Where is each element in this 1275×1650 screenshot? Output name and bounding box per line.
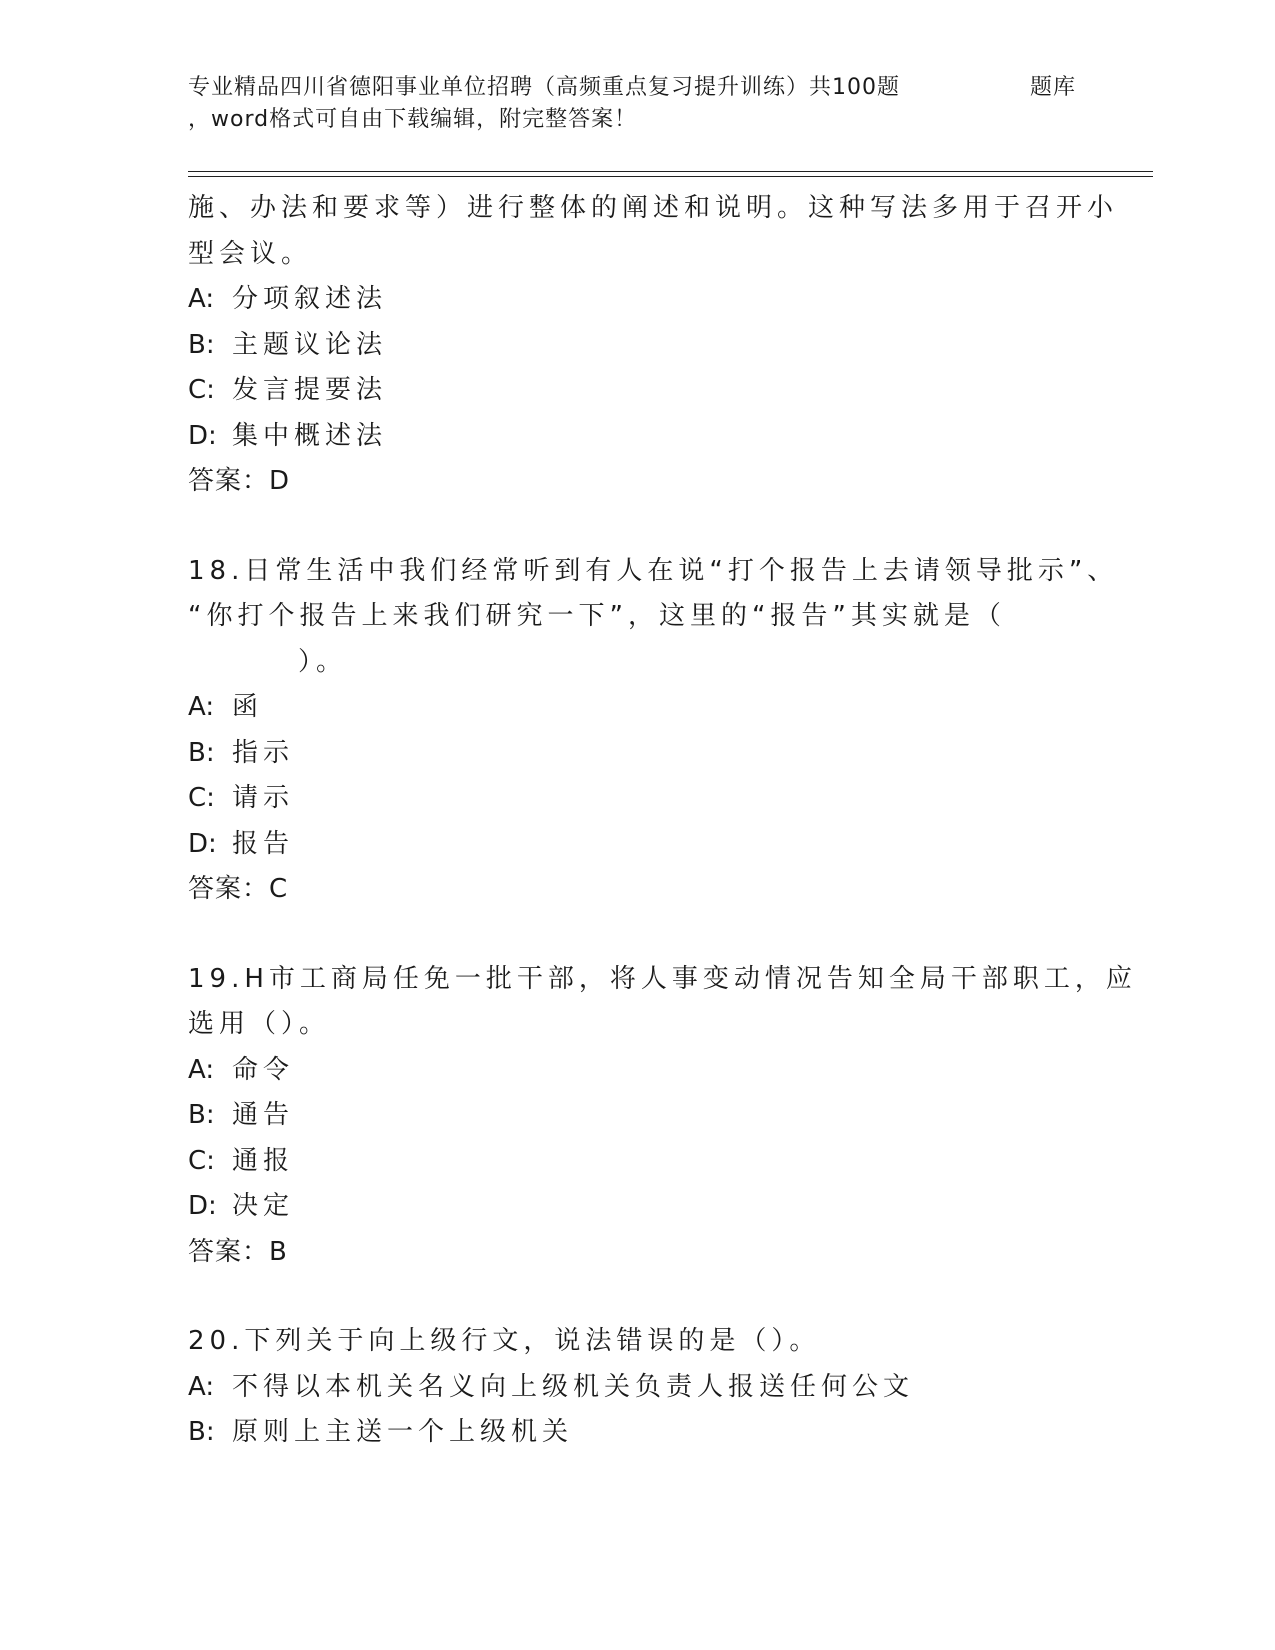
question-stem: 18.日常生活中我们经常听到有人在说“打个报告上去请领导批示”、 — [188, 555, 1119, 586]
question-stem: 20.下列关于向上级行文，说法错误的是（）。 — [188, 1326, 821, 1356]
header-title: 专业精品四川省德阳事业单位招聘（高频重点复习提升训练）共100题 — [188, 75, 900, 100]
option-text: 集中概述法 — [232, 420, 388, 451]
question-stem: ）。 — [298, 646, 348, 677]
option-b — [188, 1093, 1088, 1139]
spacer — [188, 1275, 1088, 1319]
option-d — [188, 414, 1088, 460]
question-stem: 施、办法和要求等）进行整体的阐述和说明。这种写法多用于召开小 — [188, 193, 1119, 223]
option-text: 不得以本机关名义向上级机关负责人报送任何公文 — [232, 1371, 915, 1402]
option-text: 指示 — [232, 737, 295, 768]
option-text: 决定 — [232, 1191, 295, 1221]
option-b — [188, 1410, 1088, 1456]
option-letter: A: — [188, 1054, 215, 1085]
question-block — [188, 549, 1119, 913]
question-stem: 型会议。 — [188, 238, 313, 269]
option-text: 原则上主送一个上级机关 — [232, 1417, 574, 1447]
option-letter: B: — [188, 737, 215, 768]
option-letter: C: — [188, 1145, 215, 1176]
question-block — [188, 186, 1119, 505]
option-text: 发言提要法 — [232, 375, 388, 405]
option-letter: B: — [188, 1100, 215, 1130]
answer: 答案：C — [188, 874, 289, 904]
option-d — [188, 822, 1088, 868]
option-text: 通报 — [232, 1145, 295, 1176]
option-c — [188, 776, 1088, 822]
option-text: 函 — [232, 692, 264, 722]
option-text: 报告 — [232, 828, 295, 859]
header-rule-top — [188, 171, 1153, 172]
header-tag: 题库 — [1030, 75, 1077, 100]
option-text: 分项叙述法 — [232, 284, 388, 314]
option-b — [188, 731, 1088, 777]
option-letter: B: — [188, 329, 215, 360]
document-body — [188, 186, 1137, 1456]
option-text: 命令 — [232, 1054, 295, 1085]
spacer — [188, 505, 1088, 549]
page-header — [188, 72, 1088, 136]
option-letter: D: — [188, 420, 217, 451]
option-b — [188, 323, 1088, 369]
option-text: 请示 — [232, 783, 295, 813]
option-a — [188, 277, 1088, 323]
option-letter: A: — [188, 692, 215, 722]
question-block — [188, 1319, 1088, 1456]
option-letter: D: — [188, 1191, 217, 1221]
option-c — [188, 368, 1088, 414]
answer: 答案：D — [188, 466, 291, 496]
option-d — [188, 1184, 1088, 1230]
header-rule-bottom — [188, 176, 1153, 177]
question-stem: 19.H市工商局任免一批干部，将人事变动情况告知全局干部职工，应 — [188, 963, 1137, 994]
question-stem: “你打个报告上来我们研究一下”，这里的“报告”其实就是（ — [188, 601, 1006, 631]
spacer — [188, 913, 1088, 957]
option-a — [188, 1365, 1088, 1411]
question-stem: 选用（）。 — [188, 1009, 331, 1039]
header-subtitle: ，word格式可自由下载编辑，附完整答案！ — [188, 107, 638, 132]
option-text: 主题议论法 — [232, 329, 388, 360]
option-c — [188, 1139, 1088, 1185]
answer: 答案：B — [188, 1236, 288, 1267]
option-a — [188, 1048, 1088, 1094]
option-letter: C: — [188, 375, 215, 405]
option-letter: A: — [188, 284, 215, 314]
option-letter: B: — [188, 1417, 215, 1447]
option-letter: A: — [188, 1371, 215, 1402]
option-a — [188, 685, 1088, 731]
question-block — [188, 957, 1137, 1276]
option-text: 通告 — [232, 1100, 295, 1130]
option-letter: C: — [188, 783, 215, 813]
option-letter: D: — [188, 828, 217, 859]
